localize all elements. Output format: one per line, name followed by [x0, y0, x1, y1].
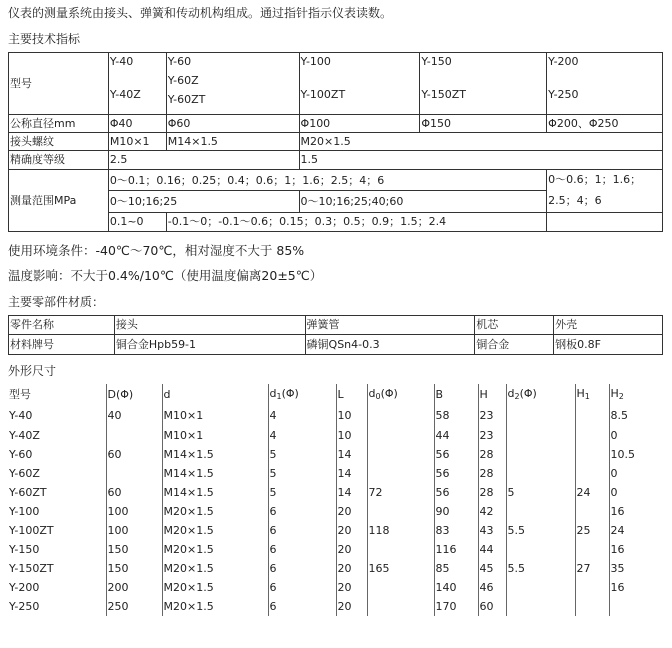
env-usage-text: 使用环境条件：-40℃～70℃，相对湿度不大于 85%	[8, 243, 305, 258]
table-cell: Y-60Z	[9, 466, 40, 480]
table-cell: Y-60ZT	[9, 485, 47, 499]
table-cell: 4	[268, 426, 336, 445]
table-row	[8, 464, 663, 483]
table-cell: 35	[609, 559, 663, 578]
table-row	[8, 540, 663, 559]
table-cell	[506, 597, 575, 616]
thread-label: 接头螺纹	[9, 133, 109, 151]
table-cell	[367, 445, 434, 464]
table-cell: 6	[268, 559, 336, 578]
table-cell: M10×1	[162, 405, 268, 426]
table-cell: 23	[478, 405, 506, 426]
thread-cell: M20×1.5	[299, 133, 662, 151]
table-cell	[575, 445, 609, 464]
table-cell: 6	[268, 521, 336, 540]
table-cell: 45	[478, 559, 506, 578]
table-cell	[367, 405, 434, 426]
table-cell	[506, 426, 575, 445]
table-cell: 140	[434, 578, 478, 597]
table-cell	[575, 426, 609, 445]
model-cell: Y-150 Y-150ZT	[420, 53, 547, 115]
materials-header-cell: 弹簧管	[305, 316, 475, 335]
table-cell	[506, 540, 575, 559]
model-label: 型号	[9, 53, 109, 115]
table-cell: 28	[478, 464, 506, 483]
table-cell: 14	[336, 445, 367, 464]
table-cell: 60	[478, 597, 506, 616]
table-cell: M20×1.5	[162, 540, 268, 559]
table-cell: 20	[336, 559, 367, 578]
table-cell: 25	[575, 521, 609, 540]
table-cell: Y-100ZT	[9, 523, 54, 537]
table-cell: 5	[506, 483, 575, 502]
table-cell: Y-200	[9, 580, 40, 594]
table-cell: 20	[336, 597, 367, 616]
dims-header-cell: $d_1(\Phi)$	[268, 384, 336, 405]
table-cell	[609, 597, 663, 616]
table-cell: 28	[478, 445, 506, 464]
table-cell: 20	[336, 540, 367, 559]
table-cell	[367, 426, 434, 445]
table-cell	[367, 597, 434, 616]
table-cell: 24	[609, 521, 663, 540]
table-cell: M20×1.5	[162, 559, 268, 578]
range-cell-empty	[547, 212, 663, 231]
materials-header-cell: 零件名称	[9, 316, 115, 335]
dims-header-cell: L	[336, 384, 367, 405]
materials-header-cell: 机芯	[475, 316, 554, 335]
env-temp-text: 温度影响：不大于0.4%/10℃（使用温度偏离20±5℃）	[8, 268, 323, 283]
dims-header-cell: 型号	[9, 387, 31, 401]
table-cell: 16	[609, 540, 663, 559]
model-cell: Y-60 Y-60Z Y-60ZT	[166, 53, 299, 115]
table-cell: M14×1.5	[162, 445, 268, 464]
table-cell: Y-100	[9, 504, 40, 518]
table-cell: 5	[268, 445, 336, 464]
table-cell: 150	[106, 559, 162, 578]
table-cell: 0	[609, 426, 663, 445]
table-cell: 56	[434, 464, 478, 483]
range-cell: 0～0.1；0.16；0.25；0.4；0.6；1；1.6；2.5；4；6	[108, 170, 546, 191]
table-cell: 60	[106, 445, 162, 464]
table-cell: 16	[609, 502, 663, 521]
range-label: 测量范围MPa	[9, 170, 109, 232]
table-cell: 6	[268, 578, 336, 597]
spec-table	[8, 52, 663, 232]
table-cell: 250	[106, 597, 162, 616]
table-cell: 6	[268, 540, 336, 559]
table-cell: 16	[609, 578, 663, 597]
diameter-cell: Φ200、Φ250	[547, 115, 663, 133]
table-cell: 40	[106, 405, 162, 426]
table-row	[8, 559, 663, 578]
table-cell: 27	[575, 559, 609, 578]
table-cell	[575, 502, 609, 521]
table-cell: 20	[336, 502, 367, 521]
table-cell	[575, 464, 609, 483]
table-cell: 170	[434, 597, 478, 616]
table-cell	[506, 502, 575, 521]
model-cell: Y-200 Y-250	[547, 53, 663, 115]
dims-header-cell: d	[162, 384, 268, 405]
table-cell: 14	[336, 464, 367, 483]
diameter-cell: Φ100	[299, 115, 420, 133]
table-cell: 46	[478, 578, 506, 597]
range-cell: 0.1~0	[108, 212, 166, 231]
table-cell: 118	[367, 521, 434, 540]
dims-header-cell: $d_2(\Phi)$	[506, 384, 575, 405]
table-cell	[575, 540, 609, 559]
table-cell	[367, 464, 434, 483]
table-cell	[575, 405, 609, 426]
table-cell	[506, 578, 575, 597]
range-cell-right: 0～0.6；1；1.6；2.5；4；6	[547, 170, 663, 213]
table-cell: Y-250	[9, 599, 40, 613]
table-cell: 150	[106, 540, 162, 559]
table-cell: 90	[434, 502, 478, 521]
table-cell: 44	[478, 540, 506, 559]
intro-text: 仪表的测量系统由接头、弹簧和传动机构组成。通过指针指示仪表读数。	[8, 6, 393, 20]
table-cell: 6	[268, 597, 336, 616]
table-cell: M20×1.5	[162, 597, 268, 616]
table-cell: Y-60	[9, 447, 33, 461]
table-cell	[106, 464, 162, 483]
dims-header-cell: $H_2$	[609, 384, 663, 405]
diameter-cell: Φ60	[166, 115, 299, 133]
table-cell: 83	[434, 521, 478, 540]
table-row	[8, 578, 663, 597]
table-cell: M14×1.5	[162, 483, 268, 502]
table-cell: 24	[575, 483, 609, 502]
table-cell: 23	[478, 426, 506, 445]
table-cell: 165	[367, 559, 434, 578]
dims-title: 外形尺寸	[8, 364, 57, 378]
table-row	[8, 597, 663, 616]
table-cell: 8.5	[609, 405, 663, 426]
table-cell: M20×1.5	[162, 502, 268, 521]
table-cell: 116	[434, 540, 478, 559]
table-row	[8, 483, 663, 502]
table-cell: 56	[434, 445, 478, 464]
dims-header-cell: B	[434, 384, 478, 405]
table-cell: M10×1	[162, 426, 268, 445]
table-cell: 85	[434, 559, 478, 578]
materials-table	[8, 315, 663, 355]
table-cell: 44	[434, 426, 478, 445]
table-row	[8, 445, 663, 464]
table-cell: 10.5	[609, 445, 663, 464]
table-cell: 72	[367, 483, 434, 502]
table-cell: M20×1.5	[162, 521, 268, 540]
dims-table	[8, 384, 663, 616]
dims-header-cell: $d_0(\Phi)$	[367, 384, 434, 405]
table-cell: 56	[434, 483, 478, 502]
accuracy-label: 精确度等级	[9, 151, 109, 170]
materials-header-cell: 外壳	[554, 316, 663, 335]
accuracy-cell: 1.5	[299, 151, 662, 170]
table-cell: M14×1.5	[162, 464, 268, 483]
spec-title: 主要技术指标	[8, 32, 81, 46]
range-cell: 0～10;16;25	[108, 191, 299, 212]
table-cell: 100	[106, 521, 162, 540]
table-cell	[506, 464, 575, 483]
thread-cell: M14×1.5	[166, 133, 299, 151]
range-cell: -0.1～0；-0.1～0.6；0.15；0.3；0.5；0.9；1.5；2.4	[166, 212, 546, 231]
diameter-cell: Φ40	[108, 115, 166, 133]
table-cell: 42	[478, 502, 506, 521]
materials-cell: 钢板0.8F	[554, 335, 663, 355]
table-cell: 5	[268, 464, 336, 483]
table-cell: 200	[106, 578, 162, 597]
table-cell	[575, 578, 609, 597]
range-cell: 0～10;16;25;40;60	[299, 191, 547, 212]
table-cell	[367, 540, 434, 559]
dims-header-cell: $H_1$	[575, 384, 609, 405]
table-cell: 5.5	[506, 521, 575, 540]
table-cell	[506, 445, 575, 464]
table-row	[8, 426, 663, 445]
table-row	[8, 521, 663, 540]
table-cell: 100	[106, 502, 162, 521]
table-cell: 4	[268, 405, 336, 426]
table-row	[8, 405, 663, 426]
table-cell: Y-40	[9, 408, 33, 422]
materials-cell: 铜合金Hpb59-1	[114, 335, 305, 355]
table-cell: 28	[478, 483, 506, 502]
table-cell: 58	[434, 405, 478, 426]
materials-cell: 铜合金	[475, 335, 554, 355]
table-cell: 5.5	[506, 559, 575, 578]
table-cell: Y-150ZT	[9, 561, 54, 575]
table-row	[8, 502, 663, 521]
table-cell: 14	[336, 483, 367, 502]
materials-cell: 材料牌号	[9, 335, 115, 355]
materials-cell: 磷铜QSn4-0.3	[305, 335, 475, 355]
table-cell	[506, 405, 575, 426]
table-cell	[575, 597, 609, 616]
table-cell: 0	[609, 464, 663, 483]
table-cell: Y-40Z	[9, 428, 40, 442]
materials-header-cell: 接头	[114, 316, 305, 335]
table-cell: 60	[106, 483, 162, 502]
table-cell: M20×1.5	[162, 578, 268, 597]
model-cell: Y-40 Y-40Z	[108, 53, 166, 115]
materials-title: 主要零部件材质：	[8, 295, 105, 309]
table-cell: 0	[609, 483, 663, 502]
table-cell: 20	[336, 521, 367, 540]
model-cell: Y-100 Y-100ZT	[299, 53, 420, 115]
diameter-label: 公称直径mm	[9, 115, 109, 133]
table-cell: 10	[336, 426, 367, 445]
table-cell	[367, 502, 434, 521]
diameter-cell: Φ150	[420, 115, 547, 133]
accuracy-cell: 2.5	[108, 151, 299, 170]
table-cell: 43	[478, 521, 506, 540]
table-cell: 10	[336, 405, 367, 426]
table-cell: 6	[268, 502, 336, 521]
dims-header-cell: D(Φ)	[106, 384, 162, 405]
dims-header-cell: H	[478, 384, 506, 405]
table-cell: Y-150	[9, 542, 40, 556]
thread-cell: M10×1	[108, 133, 166, 151]
table-cell	[106, 426, 162, 445]
table-cell: 5	[268, 483, 336, 502]
table-cell: 20	[336, 578, 367, 597]
table-cell	[367, 578, 434, 597]
